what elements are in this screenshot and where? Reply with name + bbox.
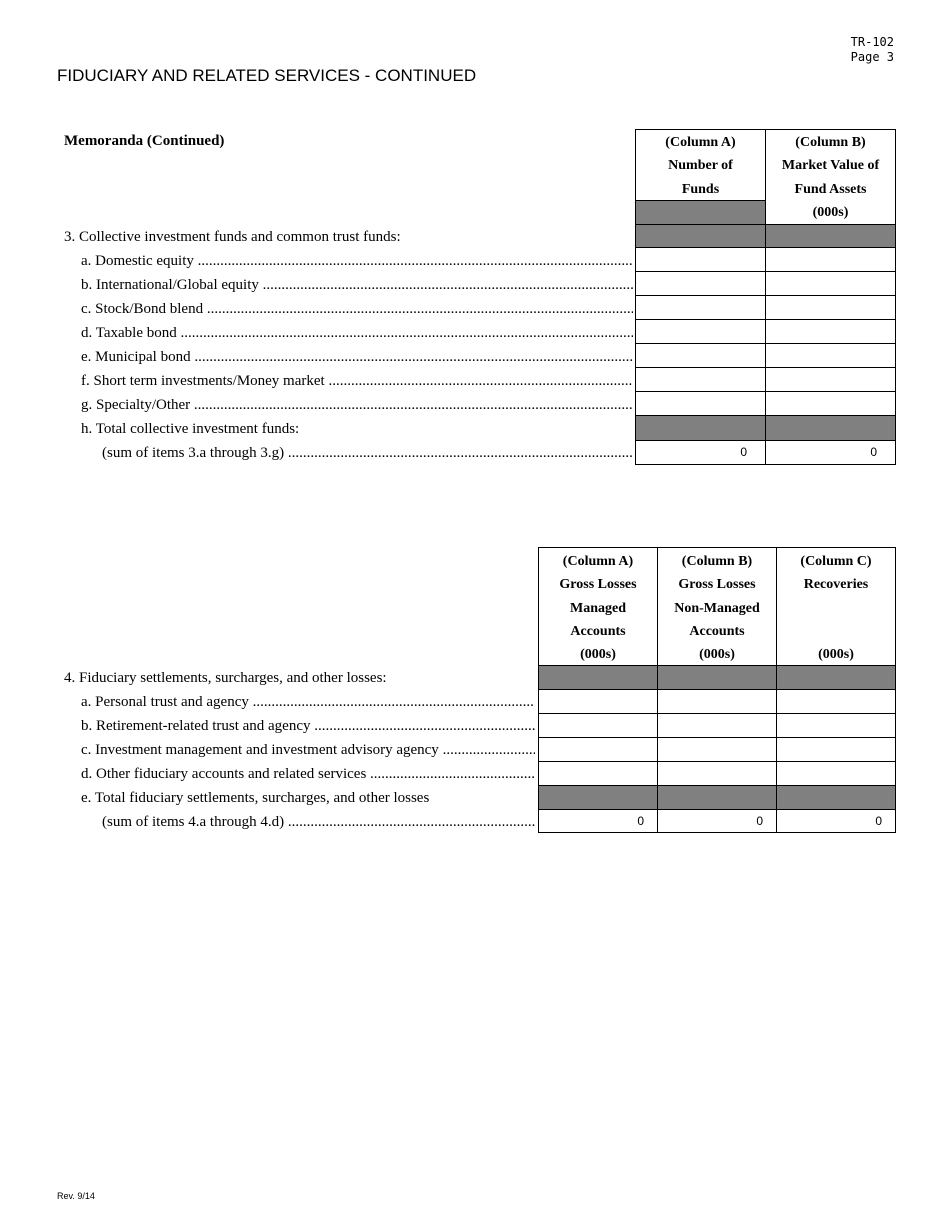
s3-item-b-col-a-field[interactable] [636,272,765,295]
s4-heading: 4. Fiduciary settlements, surcharges, and other losses: [64,670,387,686]
s4-column-b-header: (Column B) Gross Losses Non-Managed Accounts (000s) [674,554,760,663]
s4-item-d-label: d. Other fiduciary accounts and related services ..... [81,762,535,786]
s4-item-c-col-c-field[interactable] [777,738,895,761]
s4-item-c-col-b-field[interactable] [658,738,776,761]
s4-item-b-label: b. Retirement-related trust and agency ..... [81,714,535,738]
s4-item-d-col-a-field[interactable] [539,762,657,785]
s4-item-b-col-c-field[interactable] [777,714,895,737]
s3-item-a-col-a-field[interactable] [636,248,765,271]
s3-total-sub-label: (sum of items 3.a through 3.g) ..... [102,441,633,465]
s3-item-b-col-b-field[interactable] [766,272,895,295]
s4-item-c-label: c. Investment management and investment advisory agency ..... [81,738,535,762]
s3-item-d-label: d. Taxable bond ..... [81,321,633,345]
s3-total-col-b-value: 0 [870,445,877,459]
s3-item-d-col-a-field[interactable] [636,320,765,343]
s3-heading: 3. Collective investment funds and common trust funds: [64,229,401,245]
s3-item-a-label: a. Domestic equity ..... [81,249,633,273]
s4-column-a-header: (Column A) Gross Losses Managed Accounts (000s) [559,554,637,663]
s3-item-c-label: c. Stock/Bond blend ..... [81,297,633,321]
s4-item-b-col-a-field[interactable] [539,714,657,737]
s3-column-a-header: (Column A) Number of Funds [665,135,736,197]
s4-total-sub-label: (sum of items 4.a through 4.d) ..... [102,810,535,834]
s3-item-g-col-a-field[interactable] [636,392,765,415]
s4-item-a-label: a. Personal trust and agency ..... [81,690,535,714]
s3-item-f-col-a-field[interactable] [636,368,765,391]
s3-item-e-col-a-field[interactable] [636,344,765,367]
s3-item-c-col-b-field[interactable] [766,296,895,319]
page-title: FIDUCIARY AND RELATED SERVICES - CONTINUED [57,66,477,85]
s3-column-b-header: (Column B) Market Value of Fund Assets (000s) [781,135,880,220]
s4-total-col-c-value: 0 [875,814,882,828]
s3-item-g-col-b-field[interactable] [766,392,895,415]
s4-item-a-col-b-field[interactable] [658,690,776,713]
s4-column-c-header: (Column C) Recoveries (000s) [800,554,872,663]
s4-total-label: e. Total fiduciary settlements, surcharges, and other losses [81,790,430,806]
s3-item-b-label: b. International/Global equity ..... [81,273,633,297]
s4-item-c-col-a-field[interactable] [539,738,657,761]
s4-item-b-col-b-field[interactable] [658,714,776,737]
memoranda-title: Memoranda (Continued) [64,133,225,149]
s3-item-f-label: f. Short term investments/Money market ..... [81,369,633,393]
form-number: TR-102 [850,35,894,49]
s4-item-d-col-b-field[interactable] [658,762,776,785]
s3-item-a-col-b-field[interactable] [766,248,895,271]
s4-total-col-b-value: 0 [756,814,763,828]
s4-item-d-col-c-field[interactable] [777,762,895,785]
s3-item-c-col-a-field[interactable] [636,296,765,319]
s4-item-a-col-c-field[interactable] [777,690,895,713]
s3-item-g-label: g. Specialty/Other ..... [81,393,633,417]
s4-total-col-a-value: 0 [637,814,644,828]
s3-item-e-col-b-field[interactable] [766,344,895,367]
s3-item-f-col-b-field[interactable] [766,368,895,391]
s3-item-d-col-b-field[interactable] [766,320,895,343]
s4-item-a-col-a-field[interactable] [539,690,657,713]
s3-item-e-label: e. Municipal bond ..... [81,345,633,369]
s3-total-col-a-value: 0 [740,445,747,459]
revision-date: Rev. 9/14 [57,1191,95,1201]
s3-total-label: h. Total collective investment funds: [81,421,300,437]
page-number: Page 3 [850,50,894,64]
